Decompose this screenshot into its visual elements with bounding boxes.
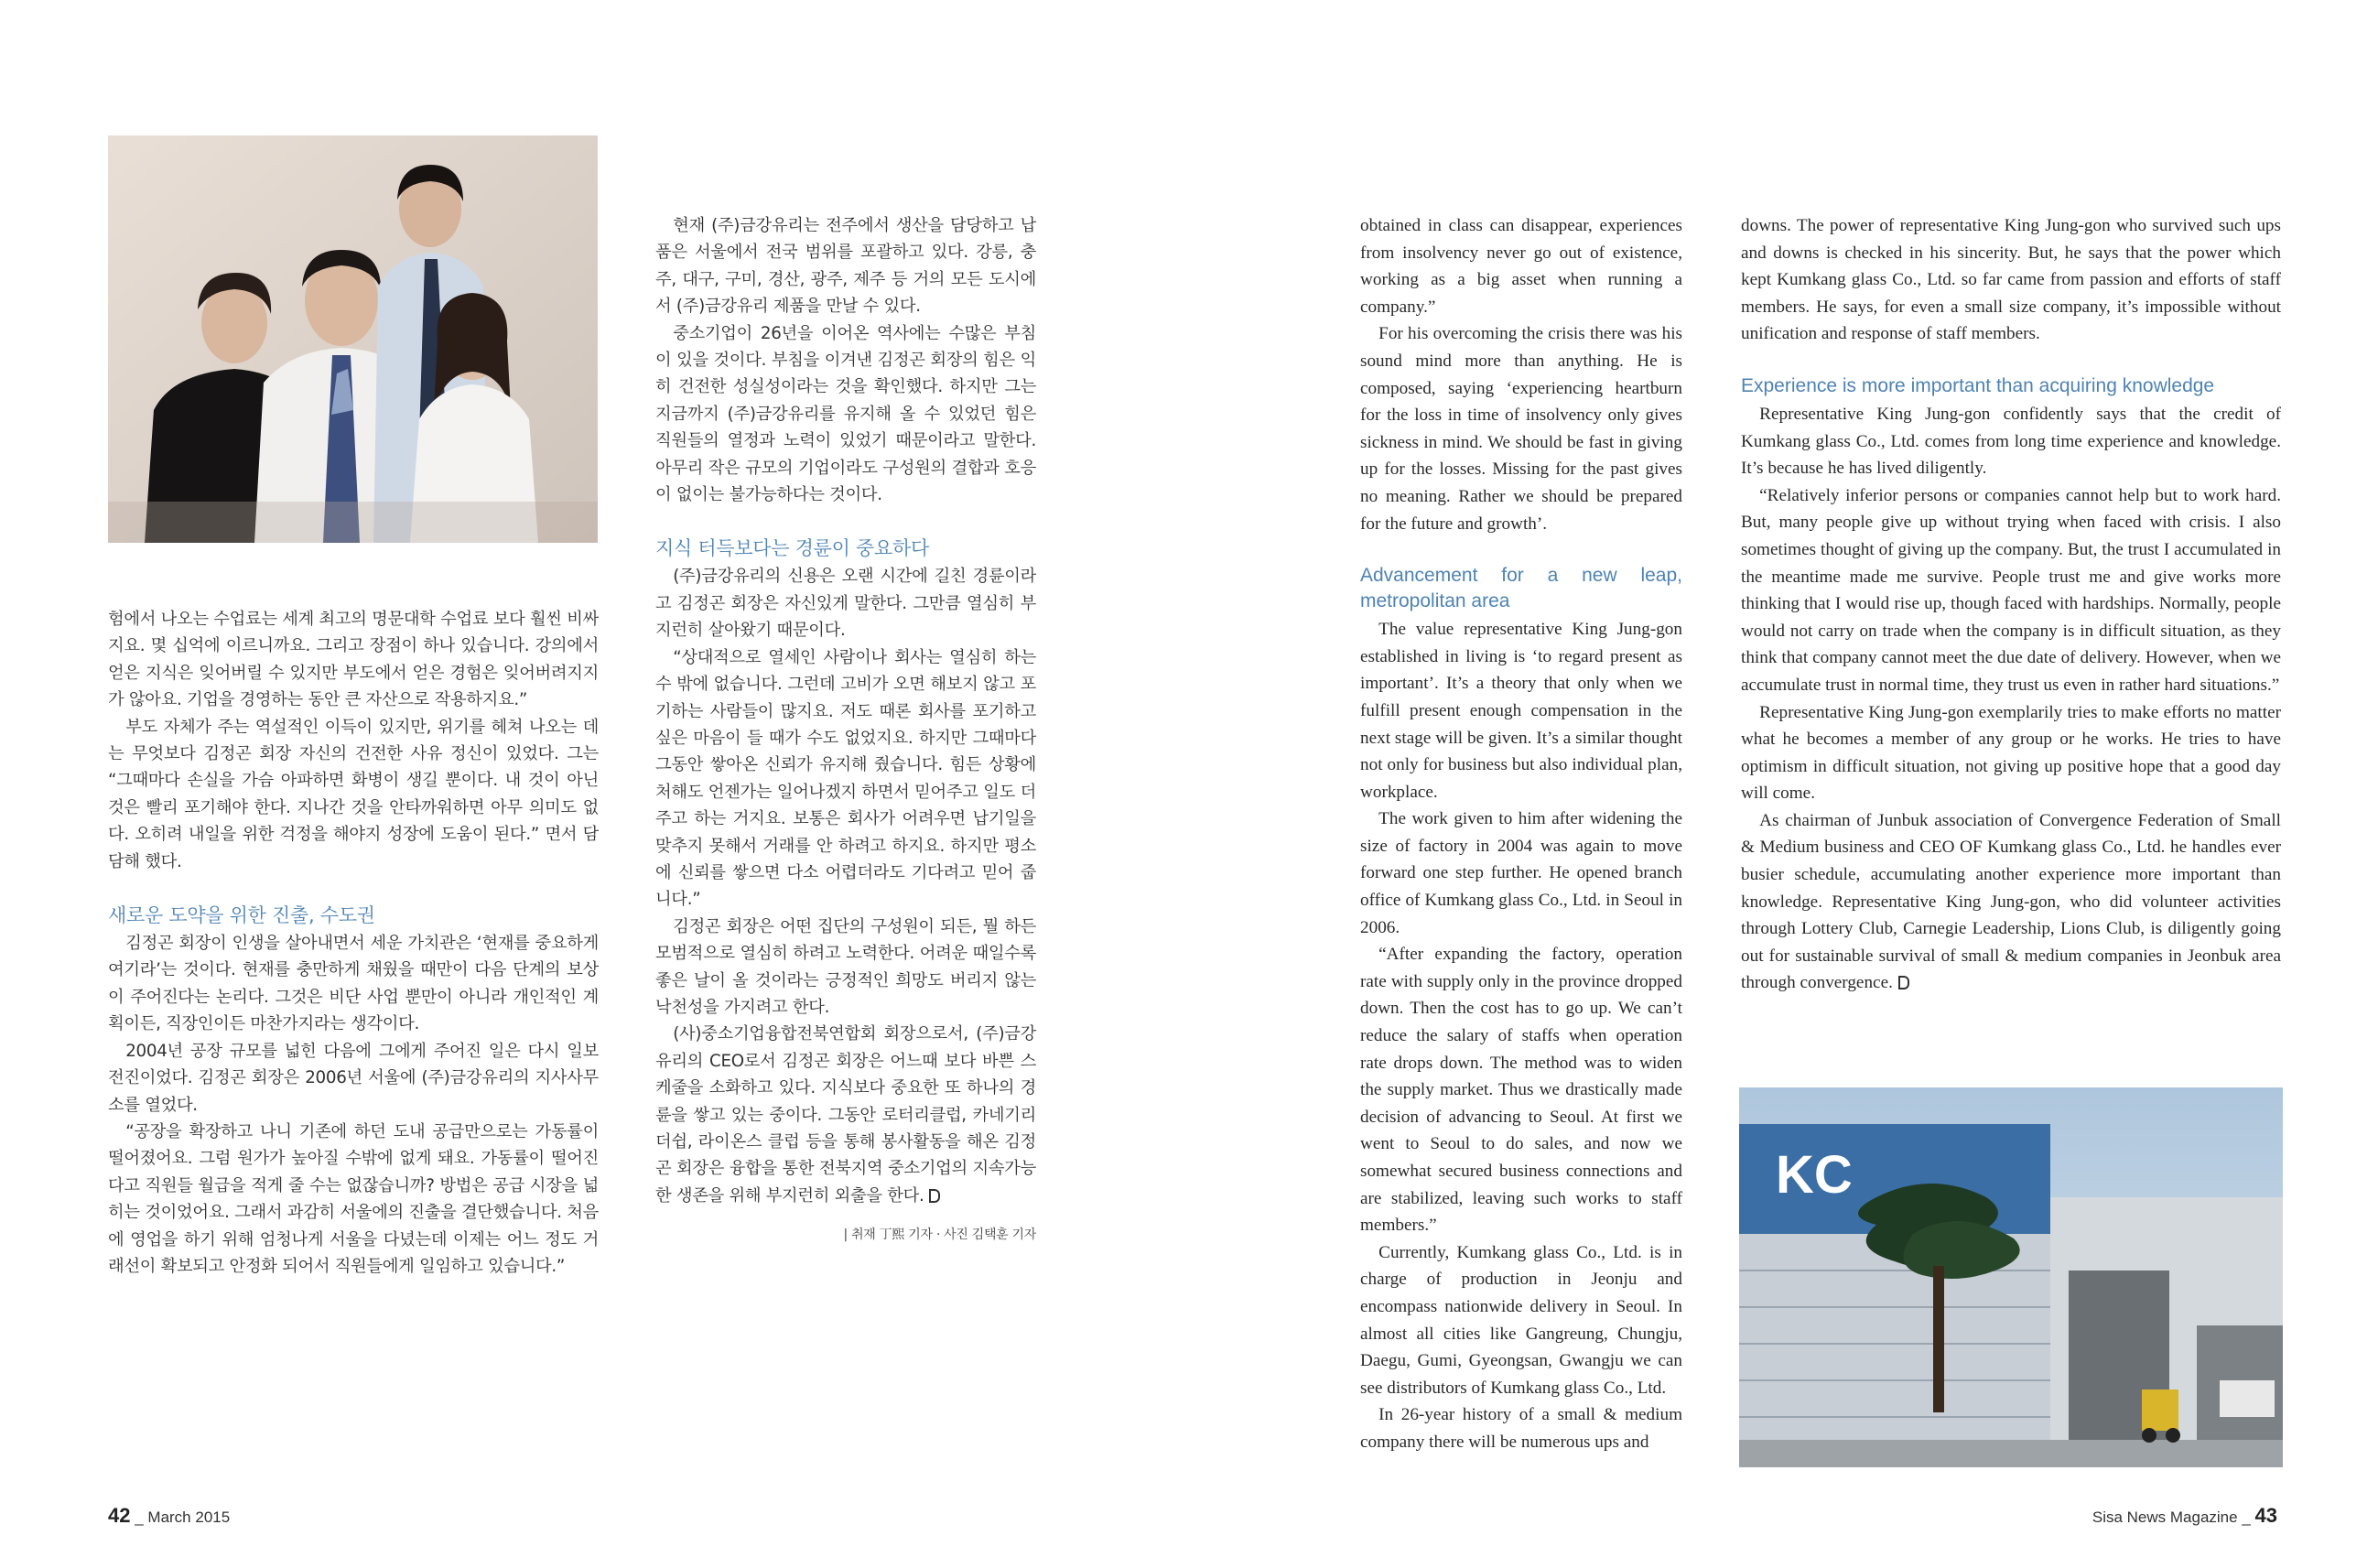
- paragraph: downs. The power of representative King Jung-gon who survived such ups and downs is checked in his sincerity. But, he says that the power which kept Kumkang glass Co., Ltd. so far came from passion and efforts of staff members. He says, for even a small size company, it’s impossible without unification and response of staff members.: [1741, 216, 2281, 344]
- factory-photo: [1739, 1087, 2283, 1467]
- end-mark-icon: [1898, 976, 1909, 989]
- paragraph: “공장을 확장하고 나니 기존에 하던 도내 공급만으로는 가동률이 떨어졌어요. 그럼 원가가 높아질 수밖에 없게 돼요. 가동률이 떨어진다고 직원들 월급을 적게 줄 수는 없잖습니까? 방법은 공급 시장을 넓히는 것이었어요. 그래서 과감히 서울에의 진출을 결단했습니다. 처음에 영업을 하기 위해 엄청나게 서울을 다녔는데 이제는 어느 정도 거래선이 확보되고 안정화 되어서 직원들에게 일임하고 있습니다.”: [108, 1121, 599, 1276]
- photo-credit: | 취재 丁熙 기자 · 사진 김택훈 기자: [843, 1227, 1036, 1243]
- section-heading-experience-kr: 지식 터득보다는 경륜이 중요하다: [655, 537, 929, 560]
- page-number-right: 43: [2254, 1504, 2277, 1527]
- english-column-1: [1360, 212, 1682, 1456]
- paragraph: In 26-year history of a small & medium company there will be numerous ups and: [1360, 1405, 1682, 1452]
- issue-date: March 2015: [147, 1509, 231, 1526]
- family-photo: [108, 135, 598, 543]
- korean-column-2: [655, 212, 1036, 1249]
- section-heading-advancement-kr: 새로운 도약을 위한 진출, 수도권: [108, 904, 375, 927]
- paragraph: (사)중소기업융합전북연합회 회장으로서, (주)금강유리의 CEO로서 김정곤 회장은 어느때 보다 바쁜 스케줄을 소화하고 있다. 지식보다 중요한 또 하나의 경륜을 쌓고 있는 중이다. 그동안 로터리클럽, 카네기리더쉽, 라이온스 클럽 등을 통해 봉사활동을 해온 김정곤 회장은 융합을 통한 전북지역 중소기업의 지속가능한 생존을 위해 부지런히 외출을 한다.: [655, 1024, 1036, 1206]
- section-heading-experience-en: Experience is more important than acquiring knowledge: [1741, 374, 2215, 396]
- paragraph: The work given to him after widening the size of factory in 2004 was again to move forward one step further. He opened branch office of Kumkang glass Co., Ltd. in Seoul in 2006.: [1360, 809, 1682, 937]
- section-heading-advancement-en: Advancement for a new leap, metropolitan area: [1360, 565, 1682, 612]
- paragraph: 현재 (주)금강유리는 전주에서 생산을 담당하고 납품은 서울에서 전국 범위를 포괄하고 있다. 강릉, 충주, 대구, 구미, 경산, 광주, 제주 등 거의 모든 도시에서 (주)금강유리 제품을 만날 수 있다.: [655, 216, 1036, 317]
- paragraph: 험에서 나오는 수업료는 세계 최고의 명문대학 수업료 보다 훨씬 비싸지요. 몇 십억에 이르니까요. 그리고 장점이 하나 있습니다. 강의에서 얻은 지식은 잊어버릴 수 있지만 부도에서 얻은 경험은 잊어버려지지가 않아요. 기업을 경영하는 동안 큰 자산으로 작용하지요.”: [108, 610, 599, 710]
- right-folio: [2092, 1504, 2277, 1528]
- page-number-left: 42: [108, 1504, 131, 1527]
- paragraph: obtained in class can disappear, experiences from insolvency never go out of existence, working as a big asset when running a company.”: [1360, 216, 1682, 317]
- end-mark-icon: [929, 1189, 940, 1203]
- paragraph: “상대적으로 열세인 사람이나 회사는 열심히 하는 수 밖에 없습니다. 그런데 고비가 오면 해보지 않고 포기하는 사람들이 많지요. 저도 때론 회사를 포기하고 싶은 마음이 들 때가 수도 없었지요. 하지만 그때마다 그동안 쌓아온 신뢰가 유지해 줬습니다. 힘든 상황에 처해도 언젠가는 일어나겠지 하면서 믿어주고 일도 더 주고 하는 거지요. 보통은 회사가 어려우면 납기일을 맞추지 못해서 거래를 안 하려고 하지요. 하지만 평소에 신뢰를 쌓으면 다소 어렵더라도 기다려고 믿어 줍니다.”: [655, 647, 1036, 910]
- paragraph: Currently, Kumkang glass Co., Ltd. is in charge of production in Jeonju and encompass nationwide delivery in Seoul. In almost all cities like Gangreung, Chungju, Daegu, Gumi, Gyeongsan, Gwangju we can see distributors of Kumkang glass Co., Ltd.: [1360, 1242, 1682, 1398]
- paragraph: 김정곤 회장이 인생을 살아내면서 세운 가치관은 ‘현재를 중요하게 여기라’는 것이다. 현재를 충만하게 채웠을 때만이 다음 단계의 보상이 주어진다는 논리다. 그것은 비단 사업 뿐만이 아니라 개인적인 계획이든, 직장인이든 마찬가지라는 생각이다.: [108, 934, 599, 1034]
- left-folio: 42 _ March 2015: [108, 1504, 231, 1527]
- paragraph: Representative King Jung-gon confidently says that the credit of Kumkang glass Co., Ltd. comes from long time experience and knowledge. It’s because he has lived diligently.: [1741, 404, 2281, 479]
- paragraph: 부도 자체가 주는 역설적인 이득이 있지만, 위기를 헤쳐 나오는 데는 무엇보다 김정곤 회장 자신의 건전한 사유 정신이 있었다. 그는 “그때마다 손실을 가슴 아파하면 화병이 생길 뿐이다. 내 것이 아닌 것은 빨리 포기해야 한다. 지나간 것을 안타까워하면 아무 의미도 없다. 오히려 내일을 위한 걱정을 해야지 성장에 도움이 된다.” 면서 담담해 했다.: [108, 717, 599, 871]
- paragraph: The value representative King Jung-gon established in living is ‘to regard present as important’. It’s a theory that only when we fulfill present enough compensation in the next stage will be given. It’s a similar thought not only for business but also individual plan, workplace.: [1360, 620, 1682, 802]
- paragraph: (주)금강유리의 신용은 오랜 시간에 길친 경륜이라고 김정곤 회장은 자신있게 말한다. 그만큼 열심히 부지런히 살아왔기 때문이다.: [655, 567, 1036, 641]
- paragraph: 김정곤 회장은 어떤 집단의 구성원이 되든, 뭘 하든 모범적으로 열심히 하려고 노력한다. 어려운 때일수록 좋은 날이 올 것이라는 긍정적인 희망도 버리지 않는 낙천성을 가지려고 한다.: [655, 916, 1036, 1017]
- kc-sign: KC: [1776, 1145, 1853, 1205]
- paragraph: As chairman of Junbuk association of Convergence Federation of Small & Medium business and CEO OF Kumkang glass Co., Ltd. he handles ever busier schedule, accumulating another experience more important than knowledge. Representative King Jung-gon, who did volunteer activities through Lottery Club, Carnegie Leadership, Lions Club, is diligently going out for sustainable survival of small & medium companies in Jeonbuk area through convergence.: [1741, 810, 2281, 993]
- paragraph: “Relatively inferior persons or companies cannot help but to work hard. But, many people give up without trying when faced with crisis. I also sometimes thought of giving up the company. But, the trust I accumulated in the meantime made me survive. People trust me and give works more thinking that I would rise up, though faced with hardships. Normally, people would not carry on trade when the company is in difficult situation, as they think that company cannot meet the due date of delivery. However, when we accumulate trust in normal time, they trust us even in rather hard situations.”: [1741, 485, 2281, 695]
- paragraph: 2004년 공장 규모를 넓힌 다음에 그에게 주어진 일은 다시 일보 전진이었다. 김정곤 회장은 2006년 서울에 (주)금강유리의 지사사무소를 열었다.: [108, 1041, 599, 1115]
- paragraph: 중소기업이 26년을 이어온 역사에는 수많은 부침이 있을 것이다. 부침을 이겨낸 김정곤 회장의 힘은 익히 건전한 성실성이라는 것을 확인했다. 하지만 그는 지금까지 (주)금강유리를 유지해 올 수 있었던 힘은 직원들의 열정과 노력이 있었기 때문이라고 말한다. 아무리 작은 규모의 기업이라도 구성원의 결합과 호응이 없이는 불가능하다는 것이다.: [655, 323, 1036, 505]
- magazine-name: Sisa News Magazine _: [2092, 1509, 2251, 1526]
- paragraph: “After expanding the factory, operation rate with supply only in the province dropped down. Then the cost has to go up. We can’t reduce the salary of staffs when operation rate drops down. The method was to widen the supply market. Thus we drastically made decision of advancing to Seoul. At first we went to Seoul to do sales, and now we somewhat secured business connections and are stabilized, leaving such works to staff members.”: [1360, 945, 1682, 1236]
- paragraph: Representative King Jung-gon exemplarily tries to make efforts no matter what he becomes a member of any group or he works. He tries to have optimism in difficult situation, not giving up positive hope that a good day will come.: [1741, 702, 2281, 804]
- english-column-2: [1741, 212, 2281, 997]
- korean-column-1: [108, 606, 599, 1280]
- paragraph: For his overcoming the crisis there was his sound mind more than anything. He is composed, saying ‘experiencing heartburn for the loss in time of insolvency only gives sickness in mind. We should be fast in giving up for the losses. Missing for the past gives no meaning. Rather we should be prepared for the future and growth’.: [1360, 324, 1682, 534]
